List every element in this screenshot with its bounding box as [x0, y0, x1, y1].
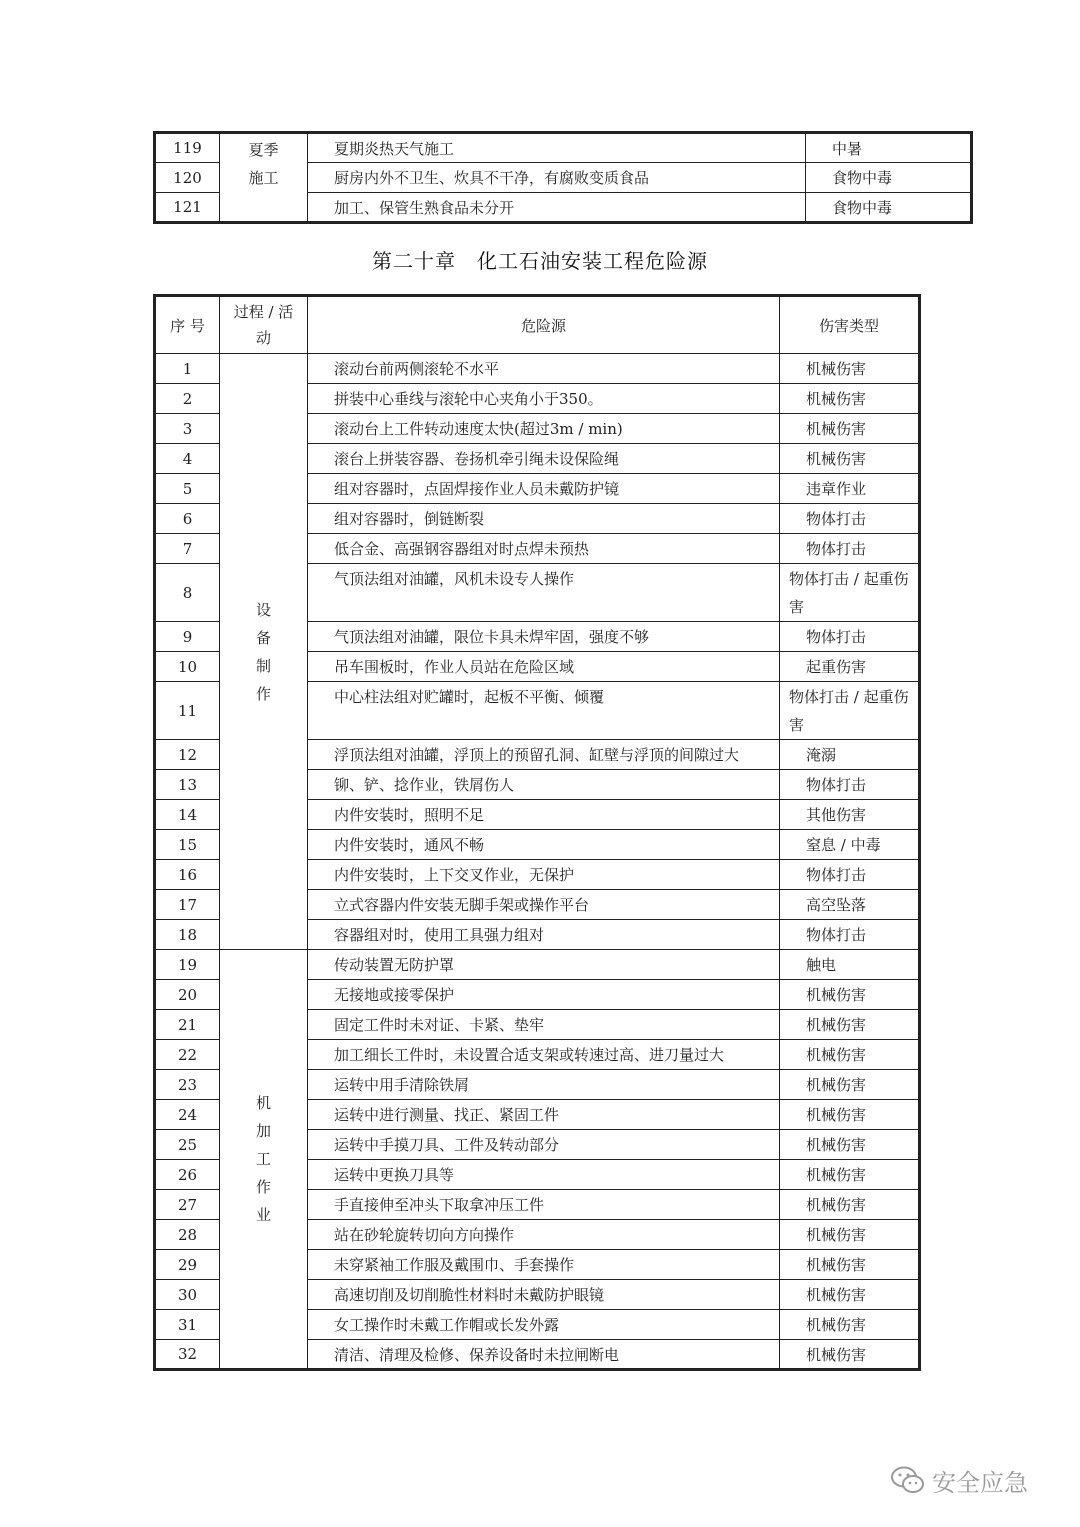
injury-type: 物体打击 — [780, 770, 920, 800]
row-number: 1 — [155, 354, 220, 384]
row-number: 8 — [155, 564, 220, 622]
wechat-icon — [890, 1465, 926, 1495]
process-machining — [220, 950, 308, 1370]
row-number: 18 — [155, 920, 220, 950]
row-number: 3 — [155, 414, 220, 444]
hazard-text: 内件安装时，照明不足 — [308, 800, 780, 830]
injury-type: 机械伤害 — [780, 980, 920, 1010]
header-process-line2: 动 — [255, 329, 271, 347]
injury-type: 中暑 — [806, 133, 972, 163]
hazard-text: 运转中更换刀具等 — [308, 1160, 780, 1190]
header-hazard: 危险源 — [308, 296, 780, 354]
hazard-text: 滚动台前两侧滚轮不水平 — [308, 354, 780, 384]
row-number: 26 — [155, 1160, 220, 1190]
injury-type: 物体打击 — [780, 504, 920, 534]
process-equipment-fabrication-char: 制 — [255, 656, 271, 675]
row-number: 12 — [155, 740, 220, 770]
row-number: 121 — [155, 193, 220, 223]
row-number: 15 — [155, 830, 220, 860]
header-process — [220, 296, 308, 354]
injury-type: 机械伤害 — [780, 1190, 920, 1220]
row-number: 16 — [155, 860, 220, 890]
hazard-text: 固定工件时未对证、卡紧、垫牢 — [308, 1010, 780, 1040]
row-number: 6 — [155, 504, 220, 534]
injury-type: 机械伤害 — [780, 384, 920, 414]
row-number: 27 — [155, 1190, 220, 1220]
hazard-text: 气顶法组对油罐，限位卡具未焊牢固，强度不够 — [308, 622, 780, 652]
process-machining-char: 业 — [255, 1206, 271, 1224]
header-no: 序 号 — [155, 296, 220, 354]
process-machining-char: 工 — [255, 1150, 271, 1168]
hazard-text: 滚动台上工件转动速度太快(超过3m / min) — [308, 414, 780, 444]
hazard-text: 低合金、高强钢容器组对时点焊未预热 — [308, 534, 780, 564]
hazard-text: 站在砂轮旋转切向方向操作 — [308, 1220, 780, 1250]
hazard-text: 加工细长工件时，未设置合适支架或转速过高、进刀量过大 — [308, 1040, 780, 1070]
injury-type: 淹溺 — [780, 740, 920, 770]
row-number: 31 — [155, 1310, 220, 1340]
hazard-text: 高速切削及切削脆性材料时未戴防护眼镜 — [308, 1280, 780, 1310]
injury-type: 机械伤害 — [780, 1100, 920, 1130]
hazard-text: 立式容器内件安装无脚手架或操作平台 — [308, 890, 780, 920]
injury-type: 其他伤害 — [780, 800, 920, 830]
row-number: 30 — [155, 1280, 220, 1310]
chapter-title: 第二十章 化工石油安装工程危险源 — [372, 249, 708, 273]
top-hazard-table — [153, 131, 973, 224]
table-row — [155, 354, 920, 384]
row-number: 25 — [155, 1130, 220, 1160]
row-number: 22 — [155, 1040, 220, 1070]
hazard-text: 内件安装时，上下交叉作业，无保护 — [308, 860, 780, 890]
row-number: 4 — [155, 444, 220, 474]
table-row — [155, 950, 920, 980]
injury-type: 物体打击 — [780, 534, 920, 564]
injury-type: 机械伤害 — [780, 444, 920, 474]
injury-type: 机械伤害 — [780, 1310, 920, 1340]
row-number: 10 — [155, 652, 220, 682]
injury-type: 食物中毒 — [806, 163, 972, 193]
injury-type: 触电 — [780, 950, 920, 980]
table-row — [155, 133, 972, 163]
hazard-text: 加工、保管生熟食品未分开 — [308, 193, 806, 223]
hazard-text: 内件安装时，通风不畅 — [308, 830, 780, 860]
row-number: 5 — [155, 474, 220, 504]
row-number: 120 — [155, 163, 220, 193]
hazard-text: 浮顶法组对油罐，浮顶上的预留孔洞、缸壁与浮顶的间隙过大 — [308, 740, 780, 770]
row-number: 14 — [155, 800, 220, 830]
table-header-row — [155, 296, 920, 354]
injury-type: 物体打击 — [780, 860, 920, 890]
process-equipment-fabrication-char: 设 — [255, 600, 271, 619]
injury-type: 起重伤害 — [780, 652, 920, 682]
injury-type: 机械伤害 — [780, 1250, 920, 1280]
row-number: 20 — [155, 980, 220, 1010]
row-number: 17 — [155, 890, 220, 920]
injury-type: 机械伤害 — [780, 1160, 920, 1190]
row-number: 28 — [155, 1220, 220, 1250]
hazard-text: 未穿紧袖工作服及戴围巾、手套操作 — [308, 1250, 780, 1280]
hazard-text: 无接地或接零保护 — [308, 980, 780, 1010]
row-number: 119 — [155, 133, 220, 163]
hazard-text: 运转中手摸刀具、工件及转动部分 — [308, 1130, 780, 1160]
hazard-text: 运转中进行测量、找正、紧固工件 — [308, 1100, 780, 1130]
row-number: 2 — [155, 384, 220, 414]
hazard-text: 传动装置无防护罩 — [308, 950, 780, 980]
hazard-text: 组对容器时，点固焊接作业人员未戴防护镜 — [308, 474, 780, 504]
hazard-text: 厨房内外不卫生、炊具不干净，有腐败变质食品 — [308, 163, 806, 193]
injury-type: 物体打击 / 起重伤害 — [780, 564, 920, 622]
hazard-text: 组对容器时，倒链断裂 — [308, 504, 780, 534]
injury-type: 违章作业 — [780, 474, 920, 504]
injury-type: 物体打击 / 起重伤害 — [780, 682, 920, 740]
hazard-text: 容器组对时，使用工具强力组对 — [308, 920, 780, 950]
row-number: 23 — [155, 1070, 220, 1100]
injury-type: 机械伤害 — [780, 1220, 920, 1250]
injury-type: 机械伤害 — [780, 1130, 920, 1160]
injury-type: 机械伤害 — [780, 1070, 920, 1100]
injury-type: 机械伤害 — [780, 1010, 920, 1040]
header-process-line1: 过程 / 活 — [233, 303, 294, 321]
injury-type: 窒息 / 中毒 — [780, 830, 920, 860]
injury-type: 机械伤害 — [780, 414, 920, 444]
hazard-text: 清洁、清理及检修、保养设备时未拉闸断电 — [308, 1340, 780, 1370]
hazard-text: 女工操作时未戴工作帽或长发外露 — [308, 1310, 780, 1340]
hazard-text: 中心柱法组对贮罐时，起板不平衡、倾覆 — [308, 682, 780, 740]
watermark-text: 安全应急 — [932, 1468, 1028, 1497]
injury-type: 物体打击 — [780, 920, 920, 950]
process-equipment-fabrication-char: 备 — [255, 628, 271, 647]
row-number: 32 — [155, 1340, 220, 1370]
row-number: 24 — [155, 1100, 220, 1130]
row-number: 21 — [155, 1010, 220, 1040]
process-summer-char: 施工 — [248, 169, 279, 187]
main-hazard-table — [153, 294, 921, 1371]
row-number: 13 — [155, 770, 220, 800]
hazard-text: 铆、铲、捻作业，铁屑伤人 — [308, 770, 780, 800]
hazard-text: 手直接伸至冲头下取拿冲压工件 — [308, 1190, 780, 1220]
hazard-text: 吊车围板时，作业人员站在危险区域 — [308, 652, 780, 682]
process-machining-char: 机 — [255, 1094, 271, 1112]
process-machining-char: 作 — [255, 1178, 271, 1196]
process-equipment-fabrication-char: 作 — [255, 684, 271, 703]
header-type: 伤害类型 — [780, 296, 920, 354]
row-number: 11 — [155, 682, 220, 740]
injury-type: 物体打击 — [780, 622, 920, 652]
watermark — [890, 1460, 1028, 1500]
injury-type: 食物中毒 — [806, 193, 972, 223]
injury-type: 机械伤害 — [780, 1280, 920, 1310]
process-equipment-fabrication — [220, 354, 308, 950]
process-summer-char: 夏季 — [248, 141, 279, 159]
process-summer — [220, 133, 308, 223]
injury-type: 机械伤害 — [780, 1340, 920, 1370]
hazard-text: 运转中用手清除铁屑 — [308, 1070, 780, 1100]
row-number: 29 — [155, 1250, 220, 1280]
row-number: 19 — [155, 950, 220, 980]
row-number: 9 — [155, 622, 220, 652]
hazard-text: 滚台上拼装容器、卷扬机牵引绳未设保险绳 — [308, 444, 780, 474]
injury-type: 机械伤害 — [780, 1040, 920, 1070]
injury-type: 机械伤害 — [780, 354, 920, 384]
injury-type: 高空坠落 — [780, 890, 920, 920]
hazard-text: 气顶法组对油罐，风机未设专人操作 — [308, 564, 780, 622]
row-number: 7 — [155, 534, 220, 564]
hazard-text: 夏期炎热天气施工 — [308, 133, 806, 163]
process-machining-char: 加 — [255, 1122, 271, 1140]
hazard-text: 拼装中心垂线与滚轮中心夹角小于350。 — [308, 384, 780, 414]
